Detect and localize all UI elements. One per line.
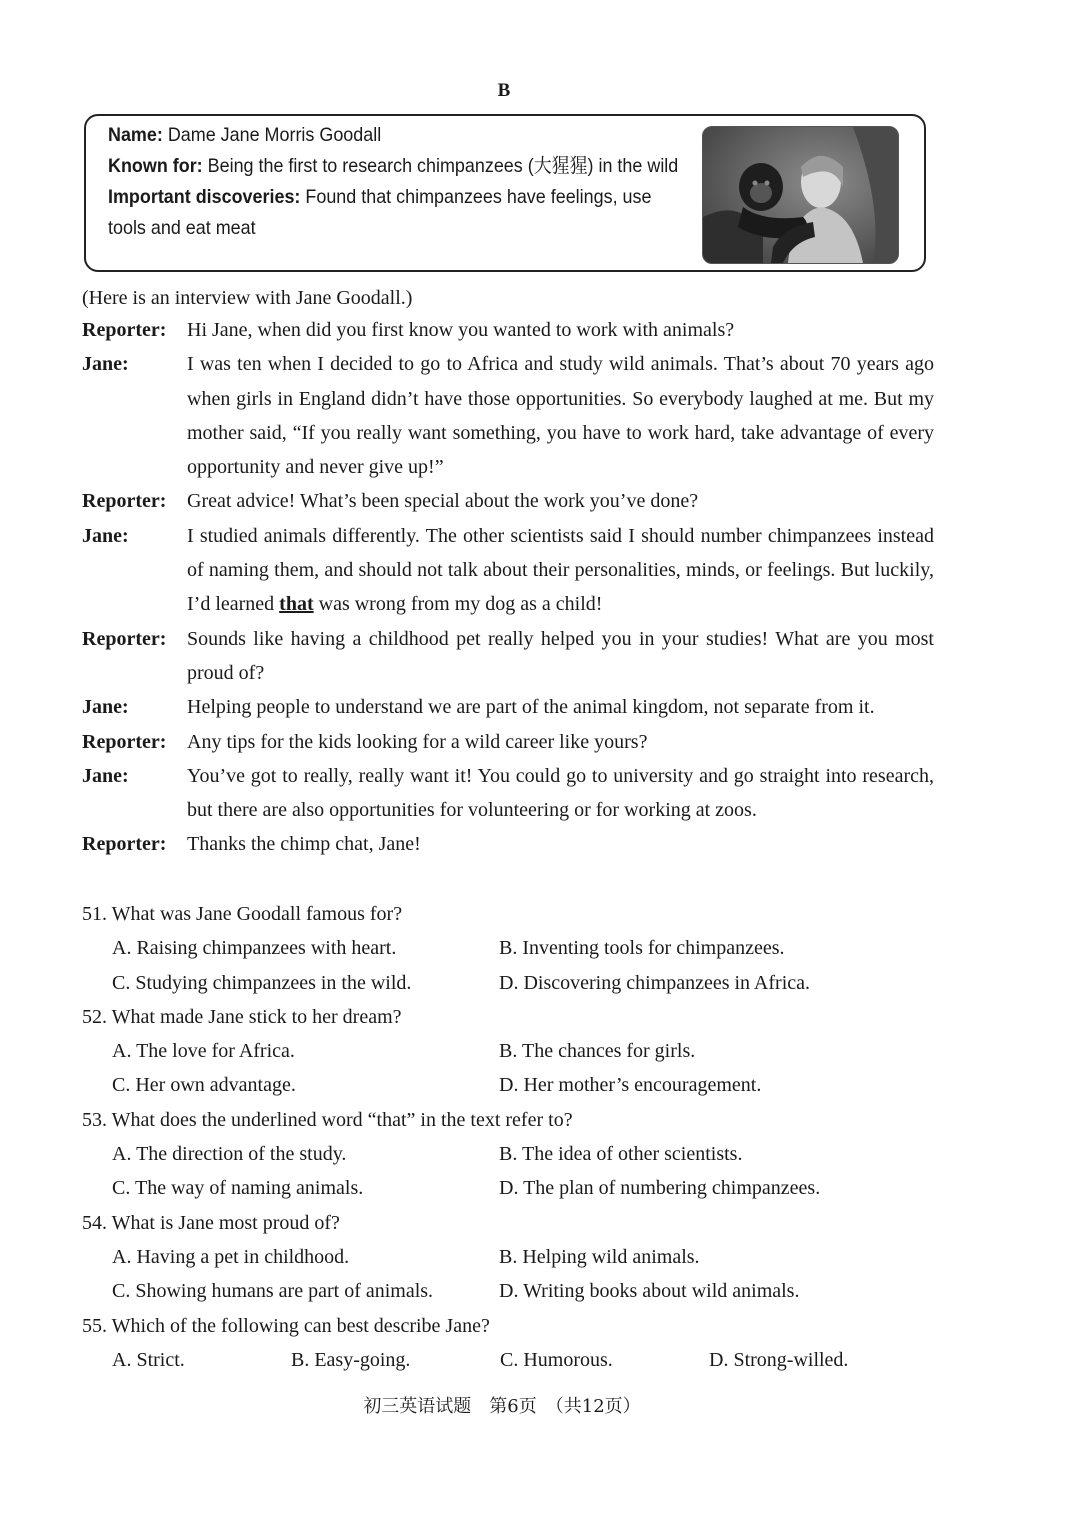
option-d: D. The plan of numbering chimpanzees. bbox=[499, 1177, 821, 1200]
speaker-label: Jane: bbox=[82, 696, 129, 719]
question-list bbox=[82, 897, 942, 1377]
option-a: A. The direction of the study. bbox=[112, 1143, 347, 1166]
page-footer: 初三英语试题 第6页 （共12页） bbox=[363, 1396, 641, 1417]
dialog-turn bbox=[82, 759, 934, 828]
option-c: C. Her own advantage. bbox=[112, 1074, 296, 1097]
dialog-turn bbox=[82, 313, 934, 347]
speaker-label: Reporter: bbox=[82, 319, 167, 341]
dialog-turn bbox=[82, 347, 934, 484]
photo-illustration bbox=[703, 127, 898, 263]
speech-text-before: I studied animals differently. The other scientists said I should number chimpanzees instead of naming them, and should not talk about their personalities, minds, or feelings. But luckily, I’d learned bbox=[187, 524, 934, 616]
dialog-turn bbox=[82, 690, 934, 724]
profile-text bbox=[108, 120, 688, 244]
option-b: B. Helping wild animals. bbox=[499, 1245, 700, 1268]
goodall-chimp-photo bbox=[702, 126, 899, 264]
option-row bbox=[82, 966, 942, 1000]
option-row bbox=[82, 931, 942, 965]
option-row bbox=[82, 1240, 942, 1274]
option-a: A. Having a pet in childhood. bbox=[112, 1245, 350, 1268]
option-row bbox=[82, 1137, 942, 1171]
option-d: D. Discovering chimpanzees in Africa. bbox=[499, 971, 811, 994]
speech-text: Thanks the chimp chat, Jane! bbox=[187, 833, 421, 856]
speaker-label: Reporter: bbox=[82, 627, 167, 650]
profile-name-line bbox=[108, 120, 688, 151]
option-b: B. Easy-going. bbox=[291, 1348, 411, 1371]
option-c: C. Showing humans are part of animals. bbox=[112, 1280, 434, 1303]
known-value: Being the first to research chimpanzees (大猩猩) in the wild bbox=[202, 155, 679, 177]
option-c: C. The way of naming animals. bbox=[112, 1177, 364, 1200]
speech-text: Hi Jane, when did you first know you wanted to work with animals? bbox=[187, 319, 735, 341]
question-stem: 53. What does the underlined word “that” in the text refer to? bbox=[82, 1108, 573, 1131]
option-row bbox=[82, 1034, 942, 1068]
option-row bbox=[82, 1343, 942, 1377]
option-d: D. Writing books about wild animals. bbox=[499, 1280, 800, 1303]
option-a: A. The love for Africa. bbox=[112, 1040, 295, 1063]
speech-text: I was ten when I decided to go to Africa and study wild animals. That’s about 70 years ago when girls in England didn’t have those opportunities. So everybody laughed at me. But my mother said, “If you really want something, you have to work hard, take advantage of every opportunity and never give up!” bbox=[187, 353, 934, 479]
underlined-word: that bbox=[279, 593, 314, 616]
speaker-label: Reporter: bbox=[82, 833, 167, 856]
section-letter: B bbox=[497, 80, 511, 101]
option-d: D. Her mother’s encouragement. bbox=[499, 1074, 762, 1097]
question-stem: 54. What is Jane most proud of? bbox=[82, 1211, 340, 1234]
speech-text: Great advice! What’s been special about the work you’ve done? bbox=[187, 490, 699, 513]
name-label: Name: bbox=[108, 124, 163, 146]
option-b: B. The chances for girls. bbox=[499, 1040, 696, 1063]
profile-known-line bbox=[108, 151, 678, 182]
option-c: C. Humorous. bbox=[500, 1348, 613, 1371]
option-c: C. Studying chimpanzees in the wild. bbox=[112, 971, 412, 994]
known-label: Known for: bbox=[108, 155, 203, 177]
speaker-label: Reporter: bbox=[82, 490, 167, 513]
option-b: B. Inventing tools for chimpanzees. bbox=[499, 937, 785, 960]
discoveries-label: Important discoveries: bbox=[108, 186, 301, 208]
dialog-turn bbox=[82, 725, 934, 759]
speech-text: You’ve got to really, really want it! You could go to university and go straight into research, but there are also opportunities for volunteering or for working at zoos. bbox=[187, 764, 934, 822]
option-a: A. Strict. bbox=[112, 1348, 185, 1371]
speaker-label: Reporter: bbox=[82, 730, 167, 753]
profile-discoveries-line bbox=[108, 182, 678, 244]
name-value: Dame Jane Morris Goodall bbox=[162, 124, 382, 146]
option-row bbox=[82, 1274, 942, 1308]
speaker-label: Jane: bbox=[82, 764, 129, 787]
interview-dialog bbox=[82, 313, 934, 862]
option-a: A. Raising chimpanzees with heart. bbox=[112, 937, 397, 960]
option-d: D. Strong-willed. bbox=[709, 1348, 849, 1371]
question-stem: 55. Which of the following can best describe Jane? bbox=[82, 1314, 490, 1337]
speech-text: Any tips for the kids looking for a wild career like yours? bbox=[187, 730, 648, 753]
question-stem: 51. What was Jane Goodall famous for? bbox=[82, 903, 403, 925]
speaker-label: Jane: bbox=[82, 353, 129, 376]
discoveries-value: Found that chimpanzees have feelings, use tools and eat meat bbox=[108, 186, 652, 239]
speech-text: Sounds like having a childhood pet really helped you in your studies! What are you most proud of? bbox=[187, 627, 934, 684]
dialog-turn bbox=[82, 519, 934, 622]
speaker-label: Jane: bbox=[82, 524, 129, 547]
option-row bbox=[82, 1171, 942, 1205]
dialog-turn bbox=[82, 484, 934, 518]
dialog-turn bbox=[82, 622, 934, 691]
question-stem: 52. What made Jane stick to her dream? bbox=[82, 1005, 402, 1028]
speech-text bbox=[187, 519, 934, 622]
dialog-turn bbox=[82, 827, 934, 861]
option-b: B. The idea of other scientists. bbox=[499, 1143, 743, 1166]
speech-text: Helping people to understand we are part of the animal kingdom, not separate from it. bbox=[187, 696, 875, 719]
speech-text-after: was wrong from my dog as a child! bbox=[313, 593, 603, 616]
option-row bbox=[82, 1068, 942, 1102]
interview-intro: (Here is an interview with Jane Goodall.) bbox=[82, 287, 413, 309]
